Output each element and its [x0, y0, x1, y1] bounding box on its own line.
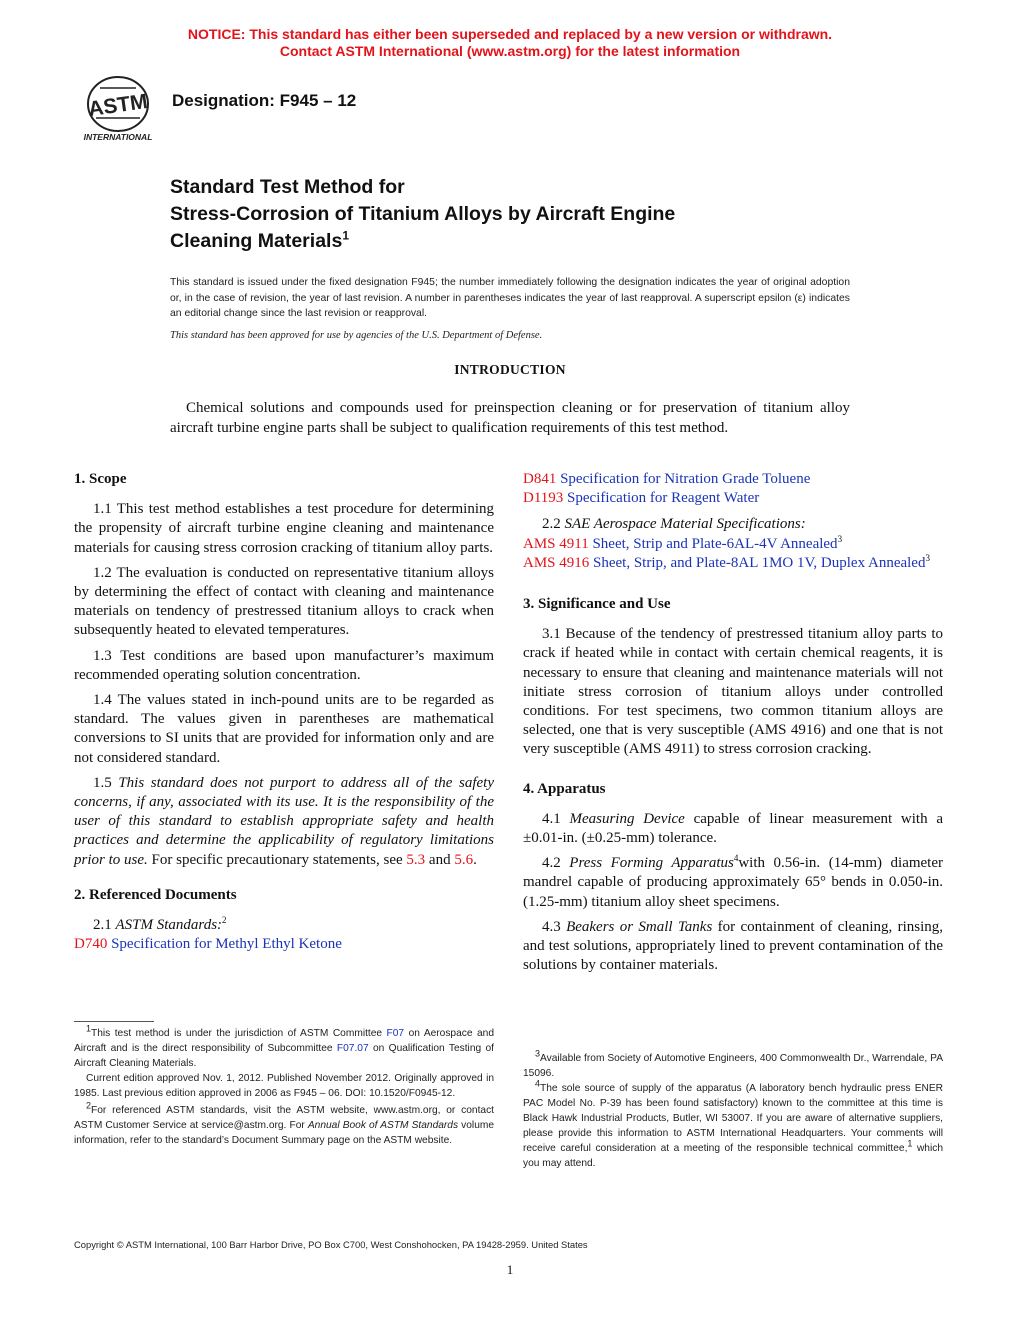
footnote-2: $^2$For referenced ASTM standards, visit the ASTM website, www.astm.org, or contact ASTM Customer Service at service@astm.org. For Annual Book of ASTM Standards volume information, refer to the standard’s Document Summary page on the ASTM website. — [74, 1100, 495, 1146]
ref-d841[interactable]: D841 Specification for Nitration Grade Toluene — [523, 471, 811, 487]
ref-d1193[interactable]: D1193 Specification for Reagent Water — [523, 490, 760, 507]
title-line-1: Standard Test Method for — [170, 176, 405, 198]
ref-ams4916[interactable]: AMS 4916 Sheet, Strip, and Plate-8AL 1MO 1V, Duplex Annealed$^3$ — [523, 552, 930, 571]
significance-heading: 3. Significance and Use — [523, 596, 671, 613]
logo-org-text: INTERNATIONAL — [83, 132, 153, 142]
apparatus-heading: 4. Apparatus — [523, 780, 606, 797]
para-4-2: 4.2 Press Forming Apparatus$^4$with 0.56-in. (14-mm) diameter mandrel capable of producing approximately 65° bends in 0.050-in. (1.25-mm) titanium alloy sheet specimens. — [523, 853, 944, 910]
designation: Designation: F945 – 12 — [172, 91, 357, 110]
para-1-2: 1.2 The evaluation is conducted on representative titanium alloys by determining the effect of contact with cleaning and maintenance materials on tendency of prestressed titanium alloys to crack when subsequently heated to elevated temperatures. — [74, 564, 494, 639]
footnotes-left — [74, 1021, 494, 1148]
notice-line-2: Contact ASTM International (www.astm.org) for the latest information — [279, 43, 741, 59]
para-4-3: 4.3 Beakers or Small Tanks for containment of cleaning, rinsing, and test solutions, appropriately lined to prevent contamination of the solutions by container materials. — [523, 918, 944, 974]
title-line-3: Cleaning Materials$^1$ — [170, 228, 349, 252]
title-footnote-ref[interactable]: 1 — [342, 228, 349, 243]
link-5-3[interactable]: 5.3 — [406, 851, 426, 868]
document-title — [170, 174, 890, 255]
footnote-4: $^4$The sole source of supply of the apparatus (A laboratory bench hydraulic press ENER PAC Model No. P-39 has been found satisfactory) known to the committee at this time is Black Hawk Industrial Products, Butler, WI 53007. If you are aware of alternative suppliers, please provide this information to ASTM International Headquarters. Your comments will receive careful consideration at a meeting of the responsible technical committee,$^1$ which you may attend. — [523, 1078, 943, 1169]
footnote-3: $^3$Available from Society of Automotive Engineers, 400 Commonwealth Dr., Warrendale, PA 15096. — [523, 1048, 943, 1079]
footnote-1-edition: Current edition approved Nov. 1, 2012. Published November 2012. Originally approved in 1985. Last previous edition approved in 2006 as F945 – 06. DOI: 10.1520/F0945-12. — [74, 1073, 494, 1099]
left-column — [74, 470, 494, 954]
para-1-5: 1.5 This standard does not purport to address all of the safety concerns, if any, associated with its use. It is the responsibility of the user of this standard to establish appropriate safety and health practices and determine the applicability of regulatory limitations prior to use. For specific precautionary statements, see 5.3 and 5.6. — [74, 774, 495, 868]
ref-ams4911[interactable]: AMS 4911 Sheet, Strip and Plate-6AL-4V Annealed$^3$ — [523, 533, 843, 552]
copyright-line: Copyright © ASTM International, 100 Barr Harbor Drive, PO Box C700, West Conshohocken, PA 19428-2959. United States — [74, 1239, 588, 1250]
footnote-rule — [74, 1021, 154, 1022]
introduction-heading: INTRODUCTION — [454, 362, 566, 377]
ref-d740[interactable]: D740 Specification for Methyl Ethyl Ketone — [74, 936, 342, 953]
footnote-4-ref[interactable]: 4 — [733, 853, 739, 864]
right-column — [523, 470, 943, 981]
footnote-2-ref[interactable]: 2 — [222, 915, 227, 926]
astm-standards-subheading: 2.1 ASTM Standards:$^2$ — [93, 915, 227, 934]
para-4-1: 4.1 Measuring Device capable of linear measurement with a ±0.01-in. (±0.25-mm) tolerance. — [523, 810, 943, 847]
approved-note: This standard has been approved for use by agencies of the U.S. Department of Defense. — [170, 330, 543, 341]
para-1-4: 1.4 The values stated in inch-pound units are to be regarded as standard. The values given in parentheses are mathematical conversions to SI units that are provided for information only and are not considered standard. — [74, 692, 494, 766]
link-f07[interactable]: F07 — [386, 1028, 405, 1039]
para-3-1: 3.1 Because of the tendency of prestressed titanium alloy parts to crack if heated while in contact with certain chemical reagents, it is necessary to ensure that cleaning and maintenance materials will not initiate stress corrosion of titanium alloys under controlled conditions. For test specimens, two common titanium alloys are selected, one that is very susceptible (AMS 4916) and one that is not very susceptible (AMS 4911) to stress corrosion cracking. — [523, 626, 943, 758]
link-f07-07[interactable]: F07.07 — [336, 1043, 369, 1054]
link-5-6[interactable]: 5.6 — [454, 851, 474, 868]
astm-logo-icon — [74, 76, 164, 146]
scope-heading: 1. Scope — [74, 471, 127, 487]
para-1-1: 1.1 This test method establishes a test procedure for determining the propensity of aircraft turbine engine cleaning and maintenance materials for causing stress corrosion cracking of titanium alloy parts. — [74, 501, 494, 556]
footnote-1: $^1$This test method is under the jurisdiction of ASTM Committee F07 on Aerospace and Aircraft and is the direct responsibility of Subcommittee F07.07 on Qualification Testing of Aircraft Cleaning Materials. — [74, 1023, 494, 1069]
issued-note: This standard is issued under the fixed designation F945; the number immediately following the designation indicates the year of original adoption or, in the case of revision, the year of last revision. A number in parentheses indicates the year of last reapproval. A superscript epsilon (ε) indicates an editorial change since the last revision or reapproval. — [170, 277, 850, 319]
logo-mark: ASTM — [86, 89, 149, 122]
title-line-2: Stress-Corrosion of Titanium Alloys by Aircraft Engine — [170, 203, 676, 225]
withdrawal-notice — [0, 26, 1020, 60]
page-number: 1 — [506, 1262, 514, 1277]
astm-logo — [74, 76, 164, 146]
footnotes-right — [523, 1048, 943, 1171]
sae-subheading: 2.2 SAE Aerospace Material Specifications: — [542, 516, 806, 533]
notice-line-1: NOTICE: This standard has either been superseded and replaced by a new version or withdrawn. — [187, 26, 833, 42]
para-1-3: 1.3 Test conditions are based upon manufacturer’s maximum recommended operating solution concentration. — [74, 647, 494, 683]
referenced-documents-heading: 2. Referenced Documents — [74, 886, 237, 903]
introduction-text: Chemical solutions and compounds used for preinspection cleaning or for preservation of titanium alloy aircraft turbine engine parts shall be subject to qualification requirements of this test method. — [170, 400, 850, 436]
